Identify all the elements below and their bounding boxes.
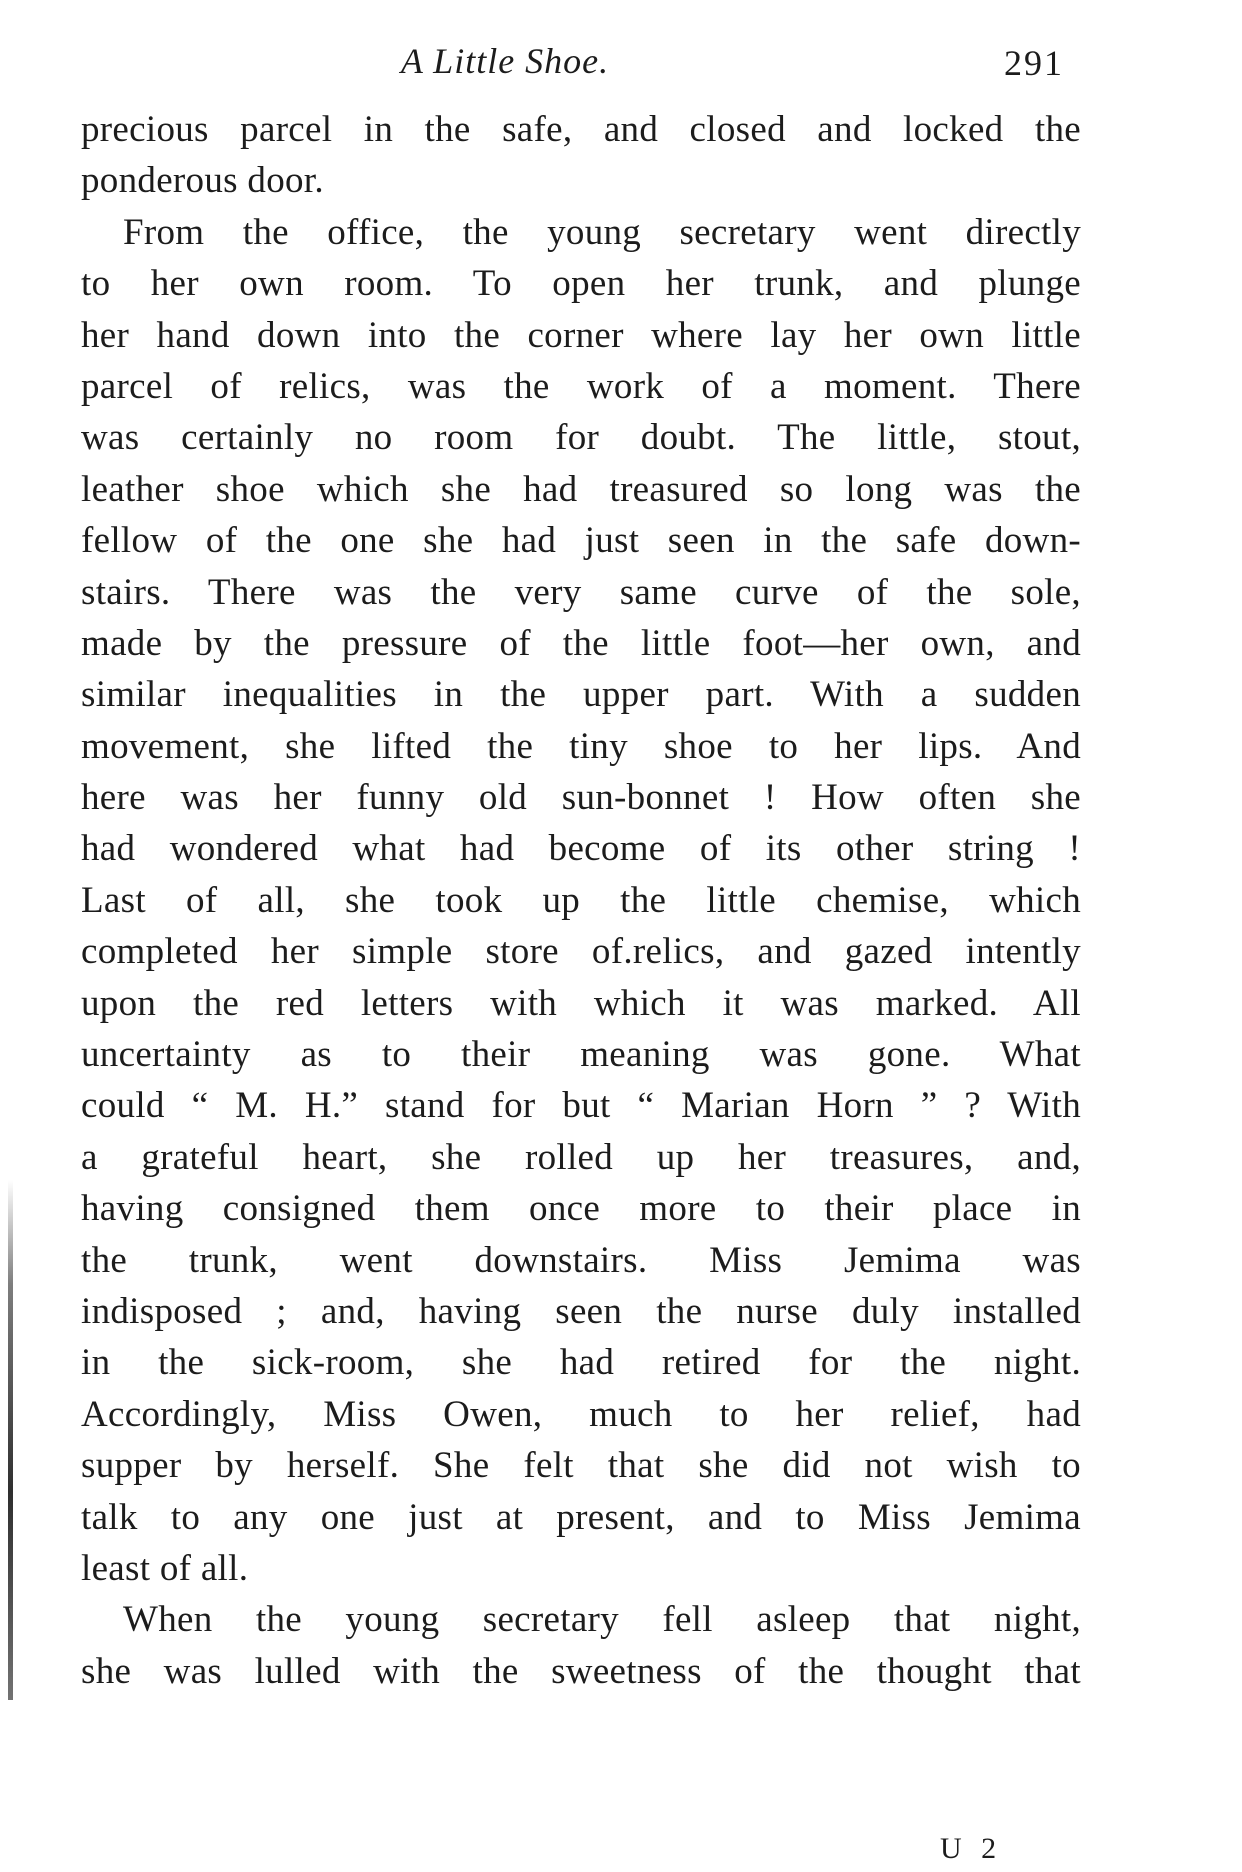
text-line: ponderous door. <box>81 160 324 202</box>
text-line: precious parcel in the safe, and closed and locked the <box>81 109 1081 150</box>
text-line: Accordingly, Miss Owen, much to her relief, had <box>81 1393 1081 1435</box>
text-line: upon the red letters with which it was marked. All <box>81 982 1081 1024</box>
text-line: From the office, the young secretary went directly <box>123 211 1081 253</box>
text-line: had wondered what had become of its other string ! <box>81 828 1081 870</box>
text-line: having consigned them once more to their place in <box>81 1188 1081 1230</box>
text-line: indisposed ; and, having seen the nurse duly installed <box>81 1290 1081 1332</box>
text-line: supper by herself. She felt that she did not wish to <box>81 1445 1081 1487</box>
text-line: leather shoe which she had treasured so long was the <box>81 468 1081 510</box>
text-line: could “ M. H.” stand for but “ Marian Horn ” ? With <box>81 1085 1081 1127</box>
paragraph-2 <box>81 207 1081 1595</box>
paragraph-3 <box>81 1594 1081 1697</box>
text-line: was certainly no room for doubt. The little, stout, <box>81 417 1081 459</box>
text-line: to her own room. To open her trunk, and plunge <box>81 263 1081 305</box>
text-line: stairs. There was the very same curve of the sole, <box>81 571 1081 613</box>
signature-mark: U 2 <box>940 1832 1003 1865</box>
text-line: least of all. <box>81 1547 249 1589</box>
text-line: here was her funny old sun-bonnet ! How often she <box>81 777 1081 819</box>
text-line: in the sick-room, she had retired for the night. <box>81 1342 1081 1384</box>
text-line: similar inequalities in the upper part. With a sudden <box>81 674 1081 716</box>
text-line: she was lulled with the sweetness of the thought that <box>81 1650 1081 1692</box>
page-number: 291 <box>1004 43 1064 83</box>
running-head <box>0 30 1242 90</box>
text-line: completed her simple store of.relics, and gazed intently <box>81 931 1081 973</box>
text-line: Last of all, she took up the little chemise, which <box>81 879 1081 921</box>
text-line: a grateful heart, she rolled up her treasures, and, <box>81 1136 1081 1178</box>
text-line: parcel of relics, was the work of a moment. There <box>81 365 1081 407</box>
text-line: movement, she lifted the tiny shoe to her lips. And <box>81 725 1081 767</box>
text-line: the trunk, went downstairs. Miss Jemima was <box>81 1239 1081 1281</box>
body-text <box>81 104 1081 1697</box>
text-line: When the young secretary fell asleep that night, <box>123 1599 1081 1641</box>
binding-edge-shadow <box>8 1180 13 1700</box>
signature-mark-row <box>0 1832 1242 1872</box>
text-line: uncertainty as to their meaning was gone. What <box>81 1034 1081 1076</box>
paragraph-1 <box>81 104 1081 207</box>
text-line: fellow of the one she had just seen in the safe down- <box>81 520 1081 562</box>
text-line: talk to any one just at present, and to Miss Jemima <box>81 1496 1081 1538</box>
text-line: her hand down into the corner where lay her own little <box>81 314 1081 356</box>
text-line: made by the pressure of the little foot—her own, and <box>81 622 1081 664</box>
running-title: A Little Shoe. <box>400 41 610 81</box>
